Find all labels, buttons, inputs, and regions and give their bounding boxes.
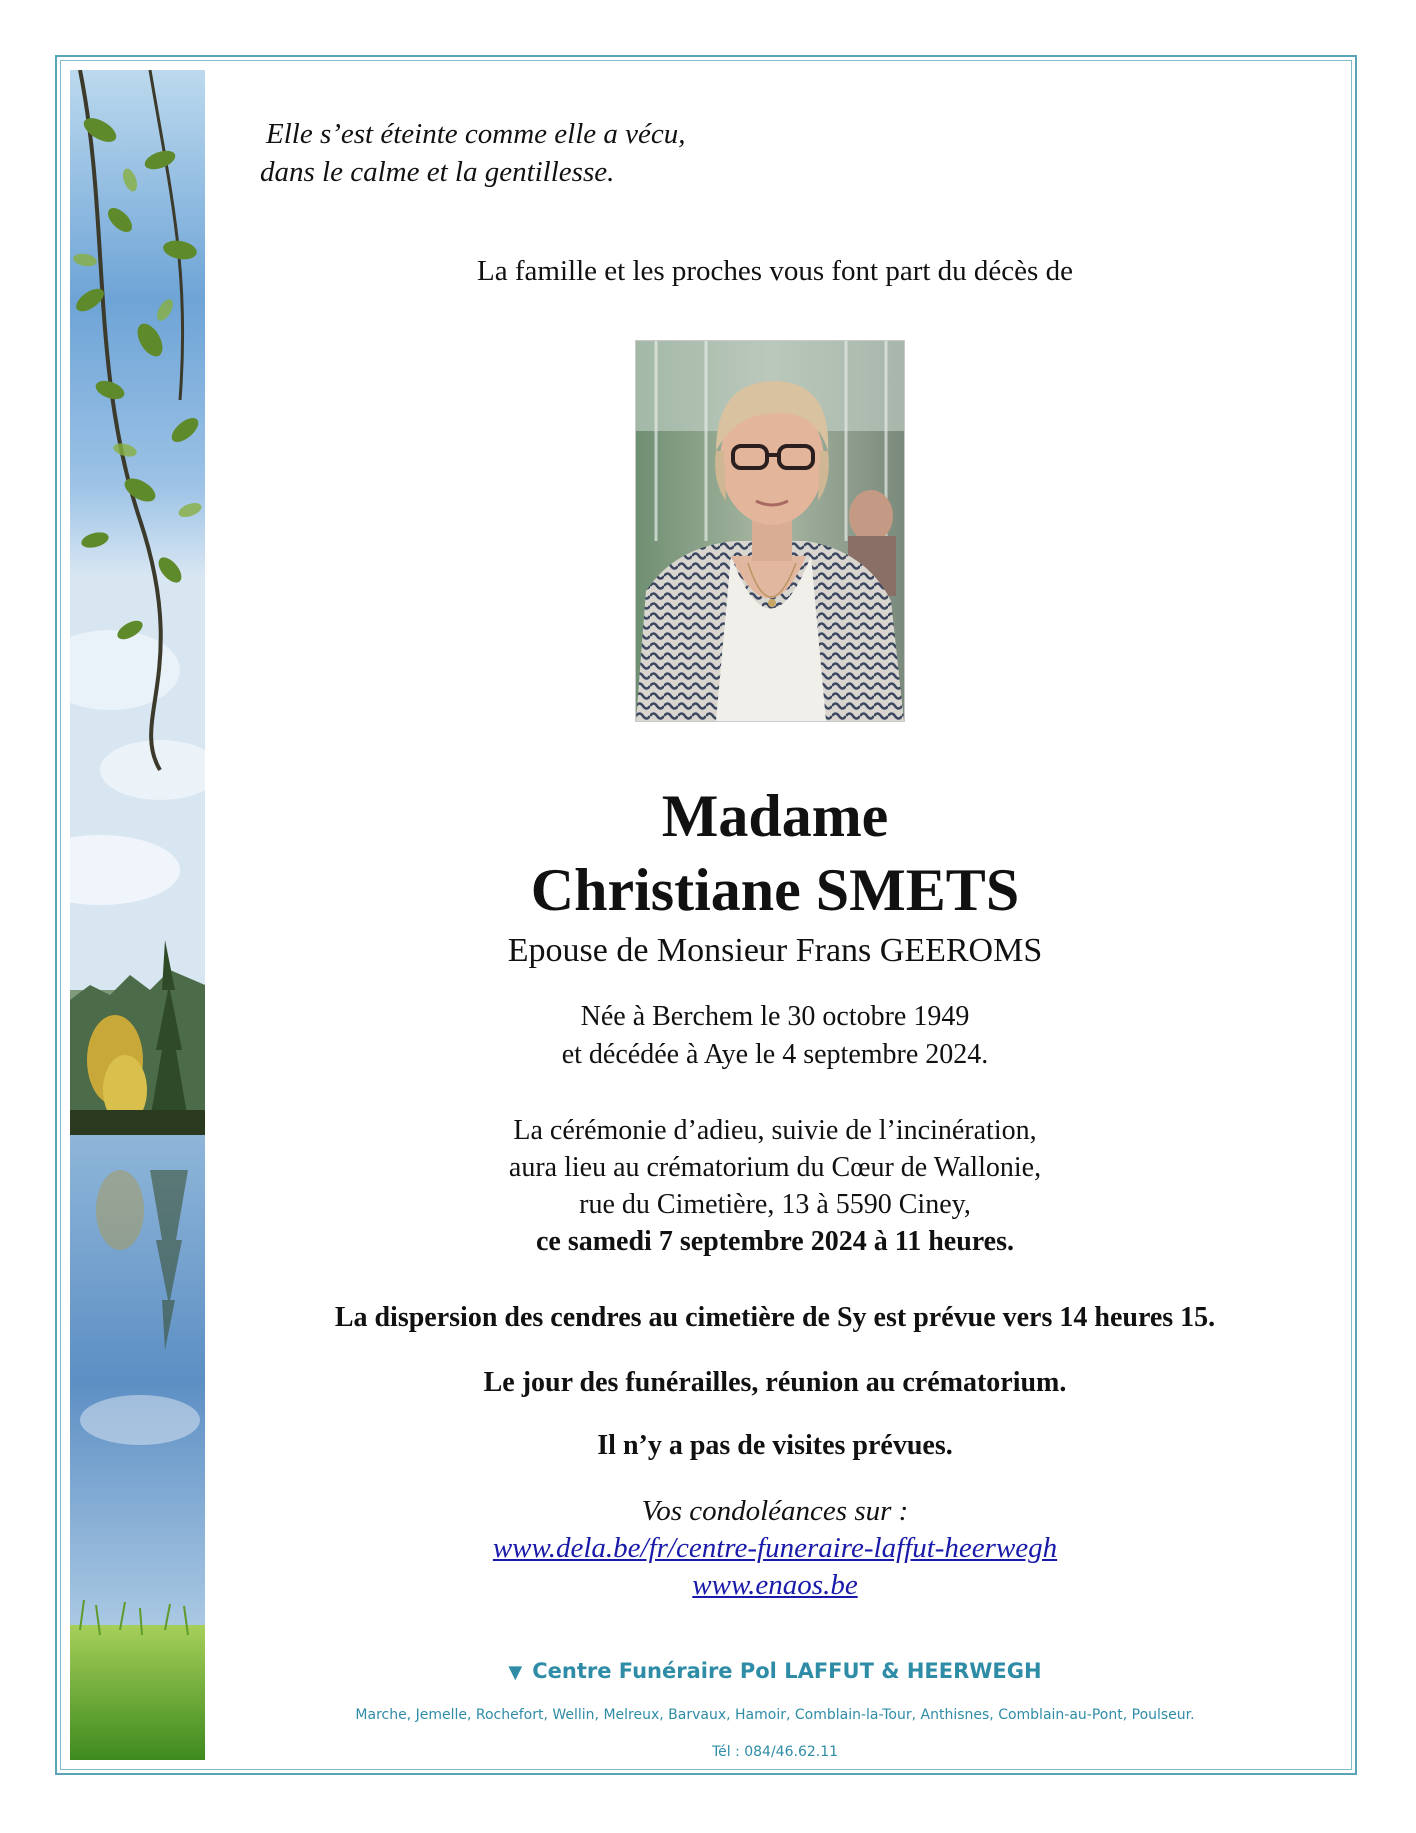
triangle-down-icon: ▼ (508, 1662, 523, 1683)
deceased-name: Christiane SMETS (530, 857, 1020, 923)
condolences-link-dela[interactable]: www.dela.be/fr/centre-funeraire-laffut-heerwegh (492, 1532, 1058, 1564)
condolences-label: Vos condoléances sur : (641, 1495, 909, 1527)
landscape-image (70, 70, 205, 1760)
portrait-photo (635, 340, 905, 722)
ceremony-line-3: rue du Cimetière, 13 à 5590 Ciney, (579, 1189, 971, 1220)
death-line: et décédée à Aye le 4 septembre 2024. (561, 1039, 989, 1070)
funeral-home-phone: Tél : 084/46.62.11 (711, 1744, 839, 1760)
portrait-image (636, 341, 904, 721)
spouse-line: Epouse de Monsieur Frans GEEROMS (507, 932, 1043, 969)
funeral-home-name (205, 1659, 1345, 1683)
birth-death-dates (205, 998, 1345, 1074)
ash-dispersion-notice: La dispersion des cendres au cimetière de Sy est prévue vers 14 heures 15. (334, 1302, 1216, 1333)
ceremony-details (205, 1112, 1345, 1260)
funeral-home-label: Centre Funéraire Pol LAFFUT & HEERWEGH (532, 1659, 1042, 1683)
ceremony-line-2: aura lieu au crématorium du Cœur de Wallonie, (508, 1152, 1042, 1183)
ceremony-date-time: ce samedi 7 septembre 2024 à 11 heures. (535, 1226, 1015, 1257)
epigraph-line-1: Elle s’est éteinte comme elle a vécu, (266, 118, 686, 150)
condolences-link-enaos[interactable]: www.enaos.be (692, 1569, 858, 1601)
epigraph (260, 115, 686, 191)
announcement-intro: La famille et les proches vous font part du décès de (477, 255, 1073, 287)
epigraph-line-2: dans le calme et la gentillesse. (260, 156, 615, 188)
ceremony-line-1: La cérémonie d’adieu, suivie de l’incinération, (513, 1115, 1037, 1146)
visits-notice: Il n’y a pas de visites prévues. (597, 1430, 953, 1461)
deceased-title: Madame (661, 783, 889, 849)
condolences-block (205, 1493, 1345, 1604)
funeral-home-towns: Marche, Jemelle, Rochefort, Wellin, Melreux, Barvaux, Hamoir, Comblain-la-Tour, Anthisnes, Comblain-au-Pont, Poulseur. (355, 1707, 1195, 1723)
obituary-content (205, 70, 1345, 1760)
reunion-notice: Le jour des funérailles, réunion au crématorium. (483, 1367, 1067, 1398)
birth-line: Née à Berchem le 30 octobre 1949 (580, 1001, 970, 1032)
decorative-landscape-strip (70, 70, 205, 1760)
